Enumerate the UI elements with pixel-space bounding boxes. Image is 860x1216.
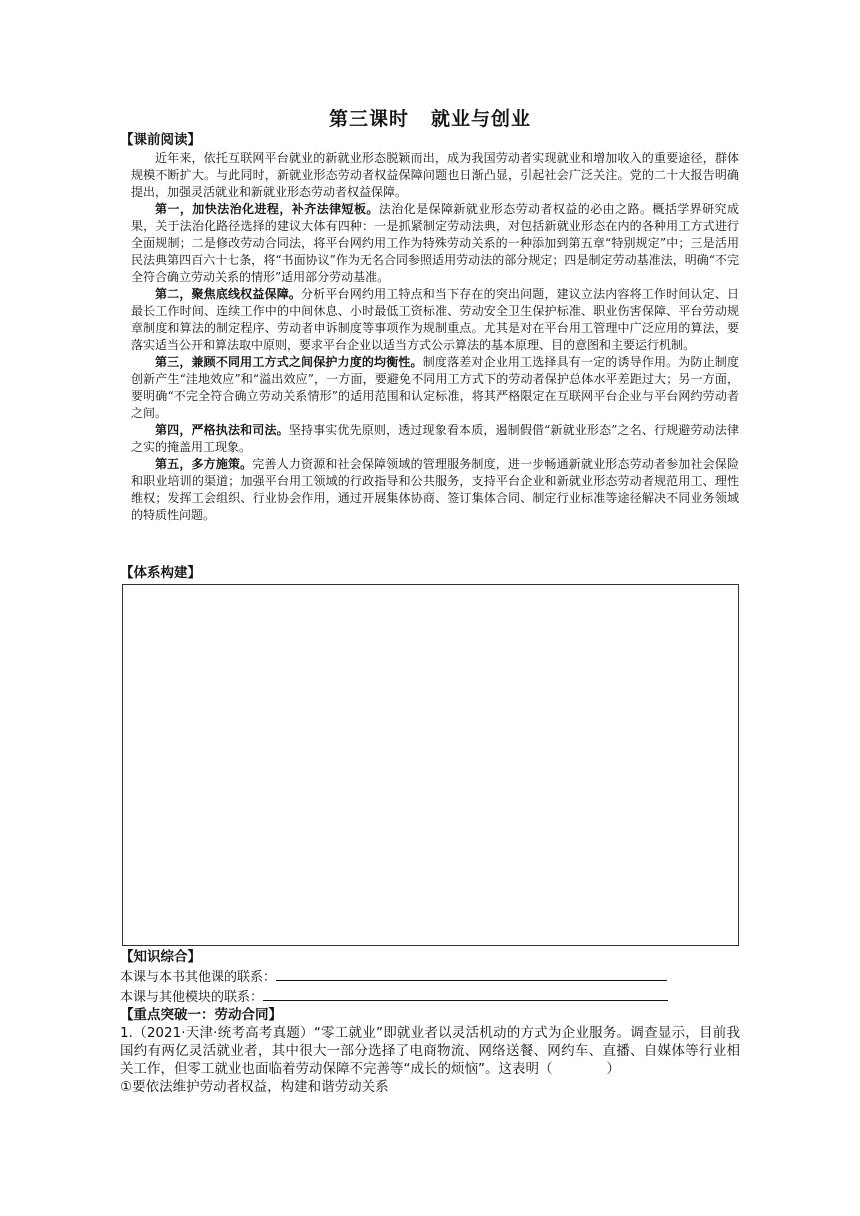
other-modules-answer-blank[interactable]	[263, 988, 668, 1001]
question-1-stem: 1.（2021·天津·统考高考真题）“零工就业”即就业者以灵活机动的方式为企业服务。调查显示，目前我国约有两亿灵活就业者，其中很大一部分选择了电商物流、网络送餐、网约车、直播、自媒体等行业相关工作，但零工就业也面临着劳动保障不完善等“成长的烦恼”。这表明（ ）	[120, 1025, 740, 1077]
knowledge-line-other-lessons	[120, 968, 667, 987]
question-1-option-1: ①要依法维护劳动者权益，构建和谐劳动关系	[120, 1079, 389, 1095]
system-building-answer-box[interactable]	[122, 584, 739, 946]
point-four-paragraph: 第四，严格执法和司法。坚持事实优先原则，透过现象看本质，遏制假借“新就业形态”之名、行规避劳动法律之实的掩盖用工现象。	[131, 423, 739, 454]
intro-paragraph: 近年来，依托互联网平台就业的新就业形态脱颖而出，成为我国劳动者实现就业和增加收入的重要途径，群体规模不断扩大。与此同时，新就业形态劳动者权益保障问题也日渐凸显，引起社会广泛关注。党的二十大报告明确提出，加强灵活就业和新就业形态劳动者权益保障。	[131, 151, 739, 199]
title-lesson-name: 就业与创业	[431, 108, 532, 130]
knowledge-line-other-modules	[120, 988, 668, 1007]
other-lessons-answer-blank[interactable]	[276, 968, 667, 981]
key-point-heading: 【重点突破一：劳动合同】	[120, 1007, 282, 1023]
question-1	[120, 1024, 740, 1096]
pre-reading-text	[131, 150, 739, 524]
point-one-paragraph: 第一，加快法治化进程，补齐法律短板。法治化是保障新就业形态劳动者权益的必由之路。概括学界研究成果，关于法治化路径选择的建议大体有四种：一是抓紧制定劳动法典，对包括新就业形态在内的各种用工方式进行全面规制；二是修改劳动合同法，将平台网约用工作为特殊劳动关系的一种添加到第五章“特别规定”中；三是活用民法典第四百六十七条，将“书面协议”作为无名合同参照适用劳动法的部分规定；四是制定劳动基准法，明确“不完全符合确立劳动关系的情形”适用部分劳动基准。	[131, 202, 739, 284]
knowledge-line-other-lessons-label: 本课与本书其他课的联系：	[120, 970, 277, 985]
knowledge-synthesis-heading: 【知识综合】	[120, 949, 201, 965]
page-title	[0, 104, 860, 131]
point-two-paragraph: 第二，聚焦底线权益保障。分析平台网约用工特点和当下存在的突出问题，建议立法内容将工作时间认定、日最长工作时间、连续工作中的中间休息、小时最低工资标准、劳动安全卫生保护标准、职业伤害保障、平台劳动规章制度和算法的制定程序、劳动者申诉制度等事项作为规制重点。尤其是对在平台用工管理中广泛应用的算法，要落实适当公开和算法取中原则，要求平台企业以适当方式公示算法的基本原理、目的意图和主要运行机制。	[131, 287, 739, 352]
pre-reading-heading: 【课前阅读】	[120, 132, 201, 148]
point-five-paragraph: 第五，多方施策。完善人力资源和社会保障领域的管理服务制度，进一步畅通新就业形态劳动者参加社会保险和职业培训的渠道；加强平台用工领域的行政指导和公共服务，支持平台企业和新就业形态劳动者规范用工、理性维权；发挥工会组织、行业协会作用，通过开展集体协商、签订集体合同、制定行业标准等途径解决不同业务领域的特质性问题。	[131, 457, 739, 522]
system-building-heading: 【体系构建】	[120, 565, 201, 581]
knowledge-line-other-modules-label: 本课与其他模块的联系：	[120, 990, 264, 1005]
title-lesson-number: 第三课时	[328, 108, 409, 130]
point-three-paragraph: 第三，兼顾不同用工方式之间保护力度的均衡性。制度落差对企业用工选择具有一定的诱导作用。为防止制度创新产生“洼地效应”和“溢出效应”，一方面，要避免不同用工方式下的劳动者保护总体水平差距过大；另一方面，要明确“不完全符合确立劳动关系情形”的适用范围和认定标准，将其严格限定在互联网平台企业与平台网约劳动者之间。	[131, 355, 739, 420]
